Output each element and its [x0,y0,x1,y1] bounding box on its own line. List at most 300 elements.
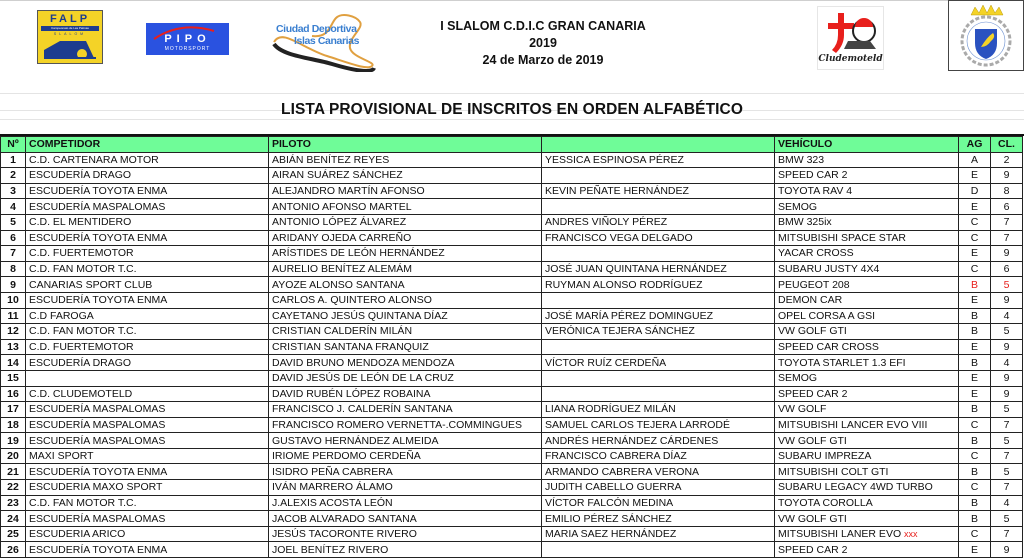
cell-cl-text: 9 [1003,387,1010,400]
cell-num-text: 12 [7,325,19,338]
cell-num [1,183,26,199]
cell-cl-text: 5 [1003,403,1010,416]
cell-vehiculo-text: TOYOTA COROLLA [778,496,873,509]
col-header-vehiculo: VEHÍCULO [775,137,959,153]
ciudad-deportiva-line1: Ciudad Deportiva [276,23,357,35]
pipo-logo-subtitle: MOTORSPORT [164,46,211,52]
cell-piloto [269,526,542,542]
cell-piloto-text: ALEJANDRO MARTÍN AFONSO [272,185,425,198]
cell-cl-text: 5 [1003,465,1010,478]
cell-ag [959,495,991,511]
cell-ag [959,480,991,496]
cell-piloto [269,402,542,418]
table-row [1,152,1023,168]
cell-competidor [26,526,269,542]
cell-cl-text: 7 [1003,450,1010,463]
cell-competidor-text: MAXI SPORT [29,450,94,463]
cell-ag-text: E [970,247,978,260]
cell-competidor-text: ESCUDERÍA MASPALOMAS [29,434,166,447]
cell-num-text: 2 [10,169,16,182]
cell-copiloto [542,370,775,386]
cell-copiloto [542,324,775,340]
table-row [1,480,1023,496]
table-row [1,511,1023,527]
cell-vehiculo-text: SUBARU JUSTY 4X4 [778,263,880,276]
cell-vehiculo [775,433,959,449]
cell-cl [991,542,1023,558]
cell-copiloto [542,214,775,230]
cell-cl [991,464,1023,480]
cell-cl [991,292,1023,308]
cell-ag-text: B [970,465,978,478]
cell-piloto-text: JACOB ALVARADO SANTANA [272,512,417,525]
cell-vehiculo [775,339,959,355]
falp-logo [37,10,103,64]
cell-piloto-text: ISIDRO PEÑA CABRERA [272,465,393,478]
cell-cl-text: 7 [1003,216,1010,229]
cell-ag-text: C [970,263,979,276]
cell-cl-text: 5 [1003,512,1010,525]
cell-ag [959,511,991,527]
cell-copiloto [542,433,775,449]
cell-cl [991,246,1023,262]
cell-piloto-text: DAVID RUBÉN LÓPEZ ROBAINA [272,387,431,400]
cell-competidor-text: C.D FAROGA [29,309,94,322]
col-header-cl: CL. [991,137,1023,153]
cell-piloto [269,199,542,215]
cell-num-text: 10 [7,294,19,307]
cell-copiloto [542,402,775,418]
cell-vehiculo [775,230,959,246]
cludemoteld-logo [817,6,884,70]
cell-cl-text: 5 [1003,325,1010,338]
cell-piloto [269,370,542,386]
cell-num [1,433,26,449]
cell-ag-text: C [970,231,979,244]
cell-copiloto-text: EMILIO PÉREZ SÁNCHEZ [545,512,672,525]
cell-num [1,355,26,371]
event-header [428,18,658,69]
cell-vehiculo [775,324,959,340]
cell-piloto-text: JESÚS TACORONTE RIVERO [272,528,417,541]
cell-cl-text: 9 [1003,543,1010,556]
cell-vehiculo-text: SPEED CAR 2 [778,169,848,182]
cell-num-text: 11 [7,309,19,322]
cell-ag [959,386,991,402]
cell-piloto-text: CAYETANO JESÚS QUINTANA DÍAZ [272,309,448,322]
cell-copiloto [542,261,775,277]
cell-vehiculo-text: SEMOG [778,372,818,385]
cell-vehiculo-text: VW GOLF [778,403,827,416]
table-row [1,417,1023,433]
cell-copiloto [542,339,775,355]
cell-num-text: 24 [7,512,19,525]
cell-copiloto-text: FRANCISCO CABRERA DÍAZ [545,450,687,463]
cell-ag [959,542,991,558]
table-row [1,324,1023,340]
falp-car-icon [38,36,100,60]
cell-num-text: 6 [10,231,16,244]
table-row [1,214,1023,230]
cell-vehiculo [775,292,959,308]
cell-piloto [269,214,542,230]
table-row [1,433,1023,449]
cell-competidor-text: C.D. FUERTEMOTOR [29,247,134,260]
cell-cl-text: 4 [1003,496,1010,509]
cell-num-text: 20 [7,450,19,463]
cell-vehiculo [775,214,959,230]
cell-cl-text: 9 [1003,294,1010,307]
col-header-num: Nº [1,137,26,153]
cell-competidor [26,480,269,496]
cell-competidor [26,402,269,418]
cell-num [1,214,26,230]
cell-ag [959,448,991,464]
cell-copiloto [542,308,775,324]
cell-cl [991,199,1023,215]
cell-cl [991,261,1023,277]
cell-copiloto [542,292,775,308]
cell-piloto [269,246,542,262]
cell-num-text: 18 [7,418,19,431]
cell-ag-text: A [970,153,978,166]
cell-ag [959,464,991,480]
cell-cl-text: 7 [1003,418,1010,431]
cell-vehiculo [775,402,959,418]
sheet-gridline [0,119,1024,120]
cell-piloto-text: JOEL BENÍTEZ RIVERO [272,543,389,556]
cludemoteld-emblem-icon [818,7,883,57]
cell-num [1,230,26,246]
cell-piloto [269,152,542,168]
cell-cl [991,277,1023,293]
cell-num-text: 4 [10,200,16,213]
cell-copiloto-text: ANDRÉS HERNÁNDEZ CÁRDENES [545,434,719,447]
cell-num [1,417,26,433]
cell-num-text: 7 [10,247,16,260]
cell-piloto-text: FRANCISCO ROMERO VERNETTA-.COMMINGUES [272,418,523,431]
cell-num-text: 25 [7,528,19,541]
cell-cl [991,183,1023,199]
cell-copiloto-text: JOSÉ MARÍA PÉREZ DOMINGUEZ [545,309,714,322]
cell-num [1,308,26,324]
cell-copiloto-text: JOSÉ JUAN QUINTANA HERNÁNDEZ [545,263,727,276]
cell-competidor-text: ESCUDERÍA TOYOTA ENMA [29,543,168,556]
cell-ag [959,214,991,230]
col-header-ag: AG [959,137,991,153]
cell-competidor-text: ESCUDERÍA DRAGO [29,356,132,369]
cell-copiloto-text: VERÓNICA TEJERA SÁNCHEZ [545,325,695,338]
cell-cl-text: 9 [1003,169,1010,182]
cell-copiloto [542,542,775,558]
table-row [1,292,1023,308]
cell-vehiculo [775,386,959,402]
cell-copiloto [542,417,775,433]
cell-competidor-text: C.D. FUERTEMOTOR [29,341,134,354]
cell-num [1,324,26,340]
cell-vehiculo-text: VW GOLF GTI [778,512,847,525]
col-header-piloto: PILOTO [269,137,542,153]
cell-num [1,402,26,418]
cell-copiloto [542,277,775,293]
cell-vehiculo-text: SUBARU LEGACY 4WD TURBO [778,481,933,494]
table-row [1,448,1023,464]
cell-cl [991,168,1023,184]
cell-num [1,480,26,496]
cell-copiloto [542,230,775,246]
cell-vehiculo [775,526,959,542]
cell-vehiculo [775,480,959,496]
cell-num-text: 23 [7,496,19,509]
cell-ag-text: C [970,450,979,463]
cell-ag [959,230,991,246]
sheet-gridline [0,93,1024,94]
cell-piloto-text: CARLOS A. QUINTERO ALONSO [272,294,432,307]
cell-cl-text: 5 [1003,434,1010,447]
cell-ag [959,526,991,542]
cell-copiloto [542,448,775,464]
cell-ag-text: E [970,543,978,556]
cell-ag-text: E [970,294,978,307]
cell-vehiculo-text: SPEED CAR 2 [778,543,848,556]
cell-vehiculo-text: SUBARU IMPREZA [778,450,872,463]
cell-piloto [269,417,542,433]
cell-copiloto-text: SAMUEL CARLOS TEJERA LARRODÉ [545,418,730,431]
cell-piloto [269,433,542,449]
cell-num-text: 16 [7,387,19,400]
cell-competidor-text: ESCUDERIA ARICO [29,528,126,541]
event-date: 24 de Marzo de 2019 [482,53,604,67]
cell-piloto [269,261,542,277]
cell-cl [991,495,1023,511]
cell-ag [959,261,991,277]
cell-ag-text: B [970,434,978,447]
cell-competidor [26,183,269,199]
falp-logo-subtitle: Campeonato de Las Palmas [41,26,99,31]
cell-vehiculo [775,448,959,464]
sheet-top-border [0,0,1024,1]
cell-vehiculo-text: VW GOLF GTI [778,434,847,447]
cell-ag-text: C [970,418,979,431]
cell-num [1,339,26,355]
cell-competidor-text: ESCUDERÍA TOYOTA ENMA [29,185,168,198]
cell-piloto-text: IVÁN MARRERO ÁLAMO [272,481,393,494]
cell-copiloto [542,152,775,168]
ciudad-deportiva-line2: Islas Canarias [294,35,360,47]
cell-piloto-text: FRANCISCO J. CALDERÍN SANTANA [272,403,453,416]
table-row [1,495,1023,511]
cell-cl-text: 6 [1003,263,1010,276]
cell-competidor [26,417,269,433]
cell-vehiculo-text: SPEED CAR 2 [778,387,848,400]
table-row [1,308,1023,324]
cell-competidor-text: C.D. FAN MOTOR T.C. [29,325,137,338]
cell-num-text: 5 [10,216,16,229]
cell-num-text: 9 [10,278,16,291]
cell-piloto [269,355,542,371]
cell-num-text: 14 [7,356,19,369]
cludemoteld-logo-title: Cludemoteld [818,54,883,64]
cell-num [1,199,26,215]
cell-vehiculo-text: VW GOLF GTI [778,325,847,338]
cell-num [1,370,26,386]
cell-competidor [26,152,269,168]
cell-vehiculo-text: MITSUBISHI LANER EVO [778,528,902,541]
cell-cl [991,511,1023,527]
cell-vehiculo-text: TOYOTA STARLET 1.3 EFI [778,356,906,369]
cell-cl-text: 7 [1003,528,1010,541]
cell-num-text: 26 [7,543,19,556]
cell-copiloto-text: ANDRES VIÑOLY PÉREZ [545,216,668,229]
cell-cl-text: 6 [1003,200,1010,213]
cell-piloto-text: J.ALEXIS ACOSTA LEÓN [272,496,393,509]
cell-competidor [26,433,269,449]
cell-piloto [269,386,542,402]
cell-competidor-text: ESCUDERIA MAXO SPORT [29,481,163,494]
cell-num [1,542,26,558]
cell-ag [959,199,991,215]
cell-cl-text: 9 [1003,247,1010,260]
cell-competidor [26,277,269,293]
cell-ag [959,277,991,293]
cell-vehiculo [775,417,959,433]
cell-piloto-text: DAVID JESÚS DE LEÓN DE LA CRUZ [272,372,454,385]
table-row [1,199,1023,215]
cell-piloto-text: AURELIO BENÍTEZ ALEMÁM [272,263,413,276]
cell-competidor-text: ESCUDERÍA MASPALOMAS [29,200,166,213]
cell-competidor [26,324,269,340]
cell-num-text: 22 [7,481,19,494]
cell-ag-text: B [970,403,978,416]
table-row [1,370,1023,386]
cell-vehiculo-text: BMW 325ix [778,216,832,229]
table-row [1,386,1023,402]
cell-copiloto-text: FRANCISCO VEGA DELGADO [545,231,693,244]
table-row [1,183,1023,199]
cell-cl [991,448,1023,464]
cell-vehiculo-text: MITSUBISHI LANCER EVO VIII [778,418,928,431]
cell-competidor [26,542,269,558]
cell-piloto-text: ABIÁN BENÍTEZ REYES [272,153,390,166]
cell-ag [959,339,991,355]
cell-cl-text: 7 [1003,481,1010,494]
cell-ag-text: E [970,372,978,385]
cell-vehiculo [775,183,959,199]
table-row [1,339,1023,355]
cell-piloto [269,464,542,480]
list-title: LISTA PROVISIONAL DE INSCRITOS EN ORDEN ALFABÉTICO [281,101,743,118]
cell-cl [991,355,1023,371]
cell-num [1,526,26,542]
cell-piloto [269,511,542,527]
cell-vehiculo-text: OPEL CORSA A GSI [778,309,876,322]
cell-num [1,448,26,464]
cell-ag-text: E [970,200,978,213]
cell-piloto [269,308,542,324]
cell-piloto [269,324,542,340]
cell-piloto-text: AIRAN SUÁREZ SÁNCHEZ [272,169,403,182]
cell-cl-text: 2 [1003,153,1010,166]
cell-cl [991,386,1023,402]
cell-ag [959,152,991,168]
cell-num [1,386,26,402]
cell-vehiculo-text: DEMON CAR [778,294,843,307]
table-row [1,526,1023,542]
cell-competidor-text: CANARIAS SPORT CLUB [29,278,153,291]
falp-logo-tag: SLALOM [53,32,87,36]
cell-piloto-text: AYOZE ALONSO SANTANA [272,278,405,291]
cell-ag [959,308,991,324]
cell-cl [991,152,1023,168]
table-row [1,355,1023,371]
cell-piloto [269,183,542,199]
cell-ag [959,370,991,386]
cell-ag [959,168,991,184]
cell-competidor-text: C.D. CLUDEMOTELD [29,387,133,400]
cell-num [1,292,26,308]
cell-piloto-text: CRISTIAN CALDERÍN MILÁN [272,325,413,338]
cell-ag [959,183,991,199]
cell-vehiculo-text: SEMOG [778,200,818,213]
pipo-logo-title: PIPO [164,33,211,45]
col-header-competidor: COMPETIDOR [26,137,269,153]
cell-cl [991,370,1023,386]
table-row [1,277,1023,293]
cell-vehiculo [775,152,959,168]
vehiculo-note: xxx [904,529,918,540]
cell-cl [991,417,1023,433]
cell-competidor [26,214,269,230]
cell-piloto [269,448,542,464]
cell-competidor-text: C.D. FAN MOTOR T.C. [29,263,137,276]
cell-piloto [269,542,542,558]
cell-vehiculo [775,542,959,558]
cell-num-text: 8 [10,263,16,276]
cell-copiloto-text: RUYMAN ALONSO RODRÍGUEZ [545,278,703,291]
cell-num-text: 19 [7,434,19,447]
cell-ag [959,417,991,433]
cell-ag-text: B [970,356,978,369]
cell-piloto [269,495,542,511]
cell-competidor [26,230,269,246]
cell-ag-text: C [970,528,979,541]
cell-competidor-text: ESCUDERÍA MASPALOMAS [29,403,166,416]
cell-ag [959,246,991,262]
cell-piloto [269,168,542,184]
entries-table [0,136,1023,558]
cell-num-text: 15 [7,372,19,385]
cell-vehiculo [775,511,959,527]
cell-competidor [26,464,269,480]
table-row [1,230,1023,246]
cell-competidor-text: ESCUDERÍA TOYOTA ENMA [29,294,168,307]
falp-logo-title: FALP [49,13,91,25]
cell-cl [991,324,1023,340]
federacion-automovilismo-logo [948,0,1024,71]
table-row [1,246,1023,262]
cell-copiloto-text: ARMANDO CABRERA VERONA [545,465,700,478]
cell-num [1,277,26,293]
col-header-copiloto [542,137,775,153]
cell-piloto-text: ANTONIO AFONSO MARTEL [272,200,412,213]
cell-num [1,261,26,277]
cell-vehiculo [775,277,959,293]
cell-cl [991,402,1023,418]
cell-competidor-text: ESCUDERÍA MASPALOMAS [29,512,166,525]
cell-competidor-text: ESCUDERÍA TOYOTA ENMA [29,231,168,244]
cell-num [1,464,26,480]
cell-copiloto-text: VÍCTOR RUÍZ CERDEÑA [545,356,667,369]
